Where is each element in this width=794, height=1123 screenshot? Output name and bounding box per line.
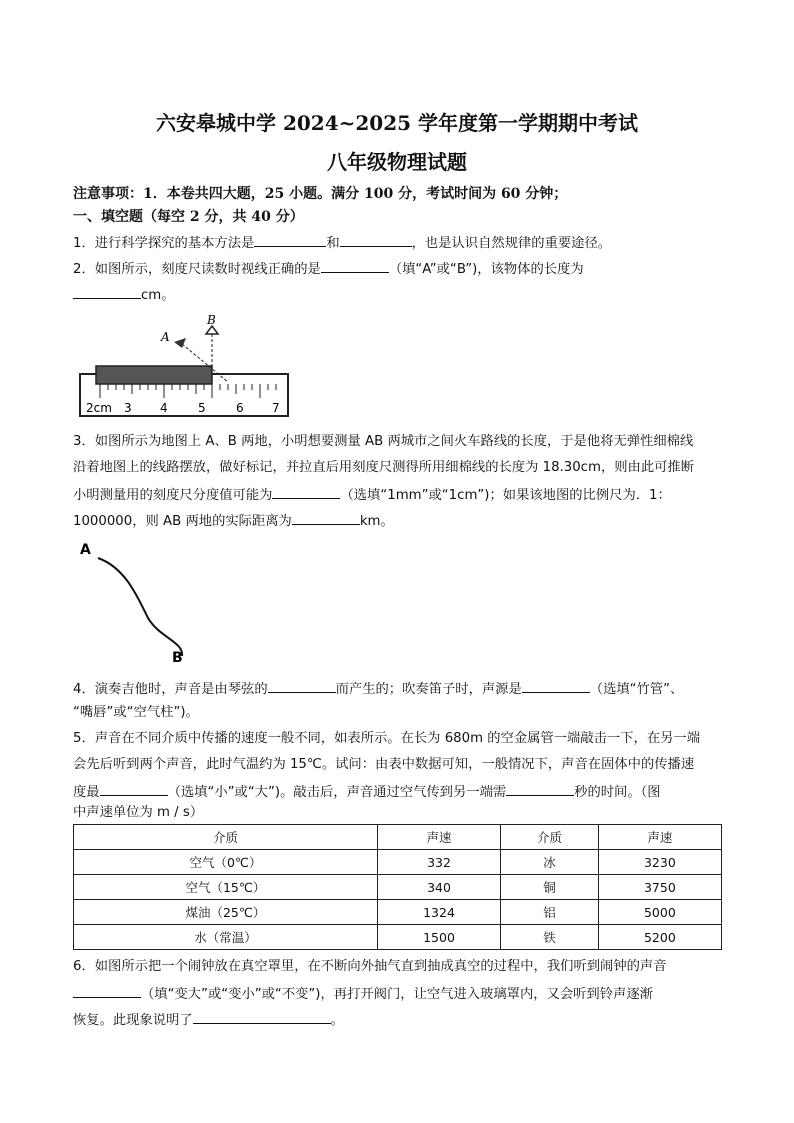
q4-text-b: 而产生的；吹奏笛子时，声源是: [335, 682, 522, 697]
question-3-line4: [73, 510, 733, 532]
answer-blank[interactable]: [193, 1009, 331, 1024]
q2-text-b: （填“A”或“B”)，该物体的长度为: [388, 262, 584, 277]
q3-text-a: 小明测量用的刻度尺分度值可能为: [73, 488, 273, 503]
q1-text-b: 和: [326, 236, 340, 251]
question-6-line2: [73, 983, 733, 1005]
ruler-label: 5: [198, 401, 206, 415]
eye-a-icon: [174, 338, 186, 348]
table-row: [74, 850, 722, 875]
question-5: 5．声音在不同介质中传播的速度一般不同，如表所示。在长为 680m 的空金属管一端敲击一下，在另一端: [73, 731, 701, 746]
table-cell: 空气（15℃）: [74, 875, 378, 900]
table-row: [74, 900, 722, 925]
point-a-label: A: [80, 542, 91, 558]
table-cell: 332: [377, 850, 500, 875]
question-5-line4: 中声速单位为 m / s）: [73, 805, 204, 820]
table-cell: 煤油（25℃）: [74, 900, 378, 925]
table-header: 声速: [377, 825, 500, 850]
section-heading: 一、填空题（每空 2 分，共 40 分）: [73, 209, 304, 225]
table-header: 介质: [501, 825, 599, 850]
label-b: B: [207, 313, 216, 327]
q1-text-a: 1．进行科学探究的基本方法是: [73, 236, 255, 251]
q2-text-a: 2．如图所示，刻度尺读数时视线正确的是: [73, 262, 321, 277]
table-cell: 铜: [501, 875, 599, 900]
table-header-row: [74, 825, 722, 850]
table-cell: 3230: [598, 850, 721, 875]
table-cell: 冰: [501, 850, 599, 875]
question-4-line2: “嘴唇”或“空气柱”)。: [73, 705, 199, 720]
label-a: A: [161, 330, 170, 344]
notice: 注意事项：1．本卷共四大题，25 小题。满分 100 分，考试时间为 60 分钟；: [73, 186, 568, 202]
answer-blank[interactable]: [340, 232, 412, 247]
table-cell: 水（常温）: [74, 925, 378, 950]
table-cell: 空气（0℃）: [74, 850, 378, 875]
question-2-cont: [73, 284, 733, 306]
question-5-line3: [73, 781, 733, 803]
ruler-label: 3: [124, 401, 132, 415]
question-3-line2: 沿着地图上的线路摆放，做好标记，并拉直后用刻度尺测得所用细棉线的长度为 18.30cm，则由此可推断: [73, 460, 695, 475]
table-row: [74, 925, 722, 950]
table-header: 声速: [598, 825, 721, 850]
answer-blank[interactable]: [506, 781, 574, 796]
question-6: 6．如图所示把一个闹钟放在真空罩里，在不断向外抽气直到抽成真空的过程中，我们听到闹钟的声音: [73, 959, 667, 974]
answer-blank[interactable]: [268, 678, 336, 693]
question-3-line3: [73, 484, 733, 506]
answer-blank[interactable]: [73, 983, 141, 998]
exam-title: 六安皋城中学 2024~2025 学年度第一学期期中考试: [155, 111, 638, 135]
q4-text-c: （选填“竹管”、: [589, 682, 684, 697]
answer-blank[interactable]: [272, 484, 340, 499]
table-cell: 1324: [377, 900, 500, 925]
question-5-line2: 会先后听到两个声音，此时气温约为 15℃。试问：由表中数据可知，一般情况下，声音在固体中的传播速: [73, 757, 695, 772]
question-1: [73, 232, 733, 254]
answer-blank[interactable]: [292, 510, 360, 525]
table-cell: 1500: [377, 925, 500, 950]
q1-text-c: ，也是认识自然规律的重要途径。: [411, 236, 612, 251]
q2-text-c: cm。: [141, 288, 175, 303]
q3-text-c: 1000000，则 AB 两地的实际距离为: [73, 514, 292, 529]
q5-text-c: 秒的时间。（图: [574, 785, 661, 800]
answer-blank[interactable]: [100, 781, 168, 796]
answer-blank[interactable]: [522, 678, 590, 693]
eye-b-icon: [206, 326, 218, 334]
measured-object: [96, 366, 212, 384]
question-4: [73, 678, 733, 700]
ruler-figure: [78, 312, 293, 420]
question-2: [73, 258, 733, 280]
ruler-label: 6: [236, 401, 244, 415]
table-cell: 5200: [598, 925, 721, 950]
table-cell: 铁: [501, 925, 599, 950]
route-curve: [98, 558, 182, 656]
q6-text-c: 。: [330, 1013, 344, 1028]
ruler-label: 4: [160, 401, 168, 415]
table-cell: 5000: [598, 900, 721, 925]
q3-text-b: （选填“1mm”或“1cm”)；如果该地图的比例尺为．1：: [340, 488, 671, 503]
table-header: 介质: [74, 825, 378, 850]
q5-text-a: 度最: [73, 785, 100, 800]
q5-text-b: （选填“小”或“大”)。敲击后，声音通过空气传到另一端需: [167, 785, 507, 800]
q6-text-a: （填“变大”或“变小”或“不变”)，再打开阀门，让空气进入玻璃罩内，又会听到铃声逐渐: [141, 987, 653, 1002]
table-cell: 340: [377, 875, 500, 900]
table-cell: 铝: [501, 900, 599, 925]
ruler-label: 7: [272, 401, 280, 415]
table-row: [74, 875, 722, 900]
sound-speed-table: [73, 824, 722, 950]
answer-blank[interactable]: [254, 232, 326, 247]
map-route-figure: [76, 538, 206, 668]
table-cell: 3750: [598, 875, 721, 900]
q3-text-d: km。: [359, 514, 394, 529]
q4-text-a: 4．演奏吉他时，声音是由琴弦的: [73, 682, 268, 697]
exam-subtitle: 八年级物理试题: [327, 150, 467, 174]
question-6-line3: [73, 1009, 733, 1031]
q6-text-b: 恢复。此现象说明了: [73, 1013, 193, 1028]
answer-blank[interactable]: [73, 284, 141, 299]
answer-blank[interactable]: [321, 258, 389, 273]
question-3: 3．如图所示为地图上 A、B 两地，小明想要测量 AB 两城市之间火车路线的长度，于是他将无弹性细棉线: [73, 434, 694, 449]
point-b-label: B: [172, 650, 183, 666]
ruler-label: 2cm: [86, 401, 112, 415]
